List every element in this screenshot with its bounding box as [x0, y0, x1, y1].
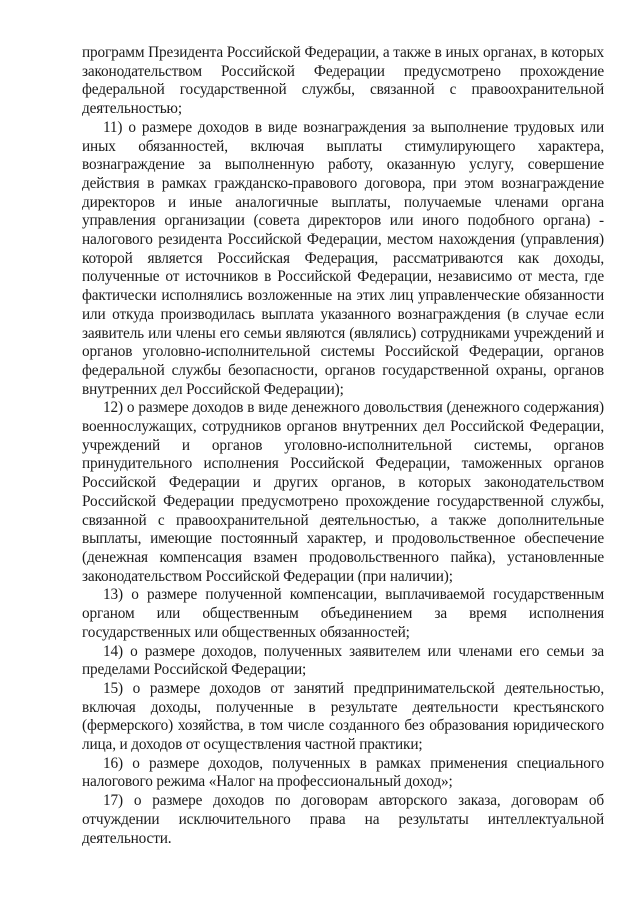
list-item-13 [82, 586, 604, 642]
paragraph-text: о размере доходов от занятий предпринимательской деятельностью, включая доходы, полученные в результате деятельности крестьянского (фермерского) хозяйства, в том числе созданного без образования юридического лица, и доходов от осуществления частной практики; [82, 679, 604, 754]
paragraph-text: о размере доходов по договорам авторского заказа, договорам об отчуждении исключительного права на результаты интеллектуальной деятельности. [82, 792, 604, 847]
item-number: 17) [103, 792, 123, 810]
item-number: 16) [103, 754, 123, 772]
list-item-16 [82, 755, 604, 792]
paragraph-text: о размере полученной компенсации, выплачиваемой государственным органом или общественным объединением за время исполнения государственных или общественных обязанностей; [82, 586, 604, 641]
item-number: 13) [103, 586, 123, 604]
paragraph-text: о размере доходов в виде вознаграждения за выполнение трудовых или иных обязанностей, включая выплаты стимулирующего характера, вознаграждение за выполненную работу, оказанную услугу, совершение действия в рамках гражданско-правового договора, при этом вознаграждение директоров и иные аналогичные выплаты, получаемые членами органа управления организации (совета директоров или иного подобного органа) - налогового резидента Российской Федерации, местом нахождения (управления) которой является Российская Федерация, рассматриваются как доходы, полученные от источников в Российской Федерации, независимо от места, где фактически исполнялись возложенные на этих лиц управленческие обязанности или откуда производилась выплата указанного вознаграждения (в случае если заявитель или члены его семьи являются (являлись) сотрудниками учреждений и органов уголовно-исполнительной системы Российской Федерации, органов федеральной службы безопасности, органов государственной охраны, органов внутренних дел Российской Федерации); [82, 118, 604, 398]
list-item-14 [82, 643, 604, 680]
document-page [82, 44, 604, 848]
list-item-12 [82, 399, 604, 586]
item-number: 14) [103, 642, 123, 660]
list-item-15 [82, 680, 604, 755]
item-number: 11) [103, 118, 123, 136]
item-number: 15) [103, 679, 123, 697]
paragraph-text: о размере доходов, полученных в рамках применения специального налогового режима «Налог на профессиональный доход»; [82, 754, 604, 791]
item-number: 12) [103, 399, 123, 417]
list-item-11 [82, 119, 604, 400]
list-item-17 [82, 792, 604, 848]
paragraph-continuation [82, 44, 604, 119]
paragraph-text: о размере доходов в виде денежного довольствия (денежного содержания) военнослужащих, сотрудников органов внутренних дел Российской Федерации, учреждений и органов уголовно-исполнительной системы, органов принудительного исполнения Российской Федерации, таможенных органов Российской Федерации и других органов, в которых законодательством Российской Федерации предусмотрено прохождение государственной службы, связанной с правоохранительной деятельностью, а также дополнительные выплаты, имеющие постоянный характер, и продовольственное обеспечение (денежная компенсация взамен продовольственного пайка), установленные законодательством Российской Федерации (при наличии); [82, 399, 604, 585]
paragraph-text: программ Президента Российской Федерации, а также в иных органах, в которых законодательством Российской Федерации предусмотрено прохождение федеральной государственной службы, связанной с правоохранительной деятельностью; [82, 44, 604, 118]
paragraph-text: о размере доходов, полученных заявителем или членами его семьи за пределами Российской Федерации; [82, 642, 604, 679]
